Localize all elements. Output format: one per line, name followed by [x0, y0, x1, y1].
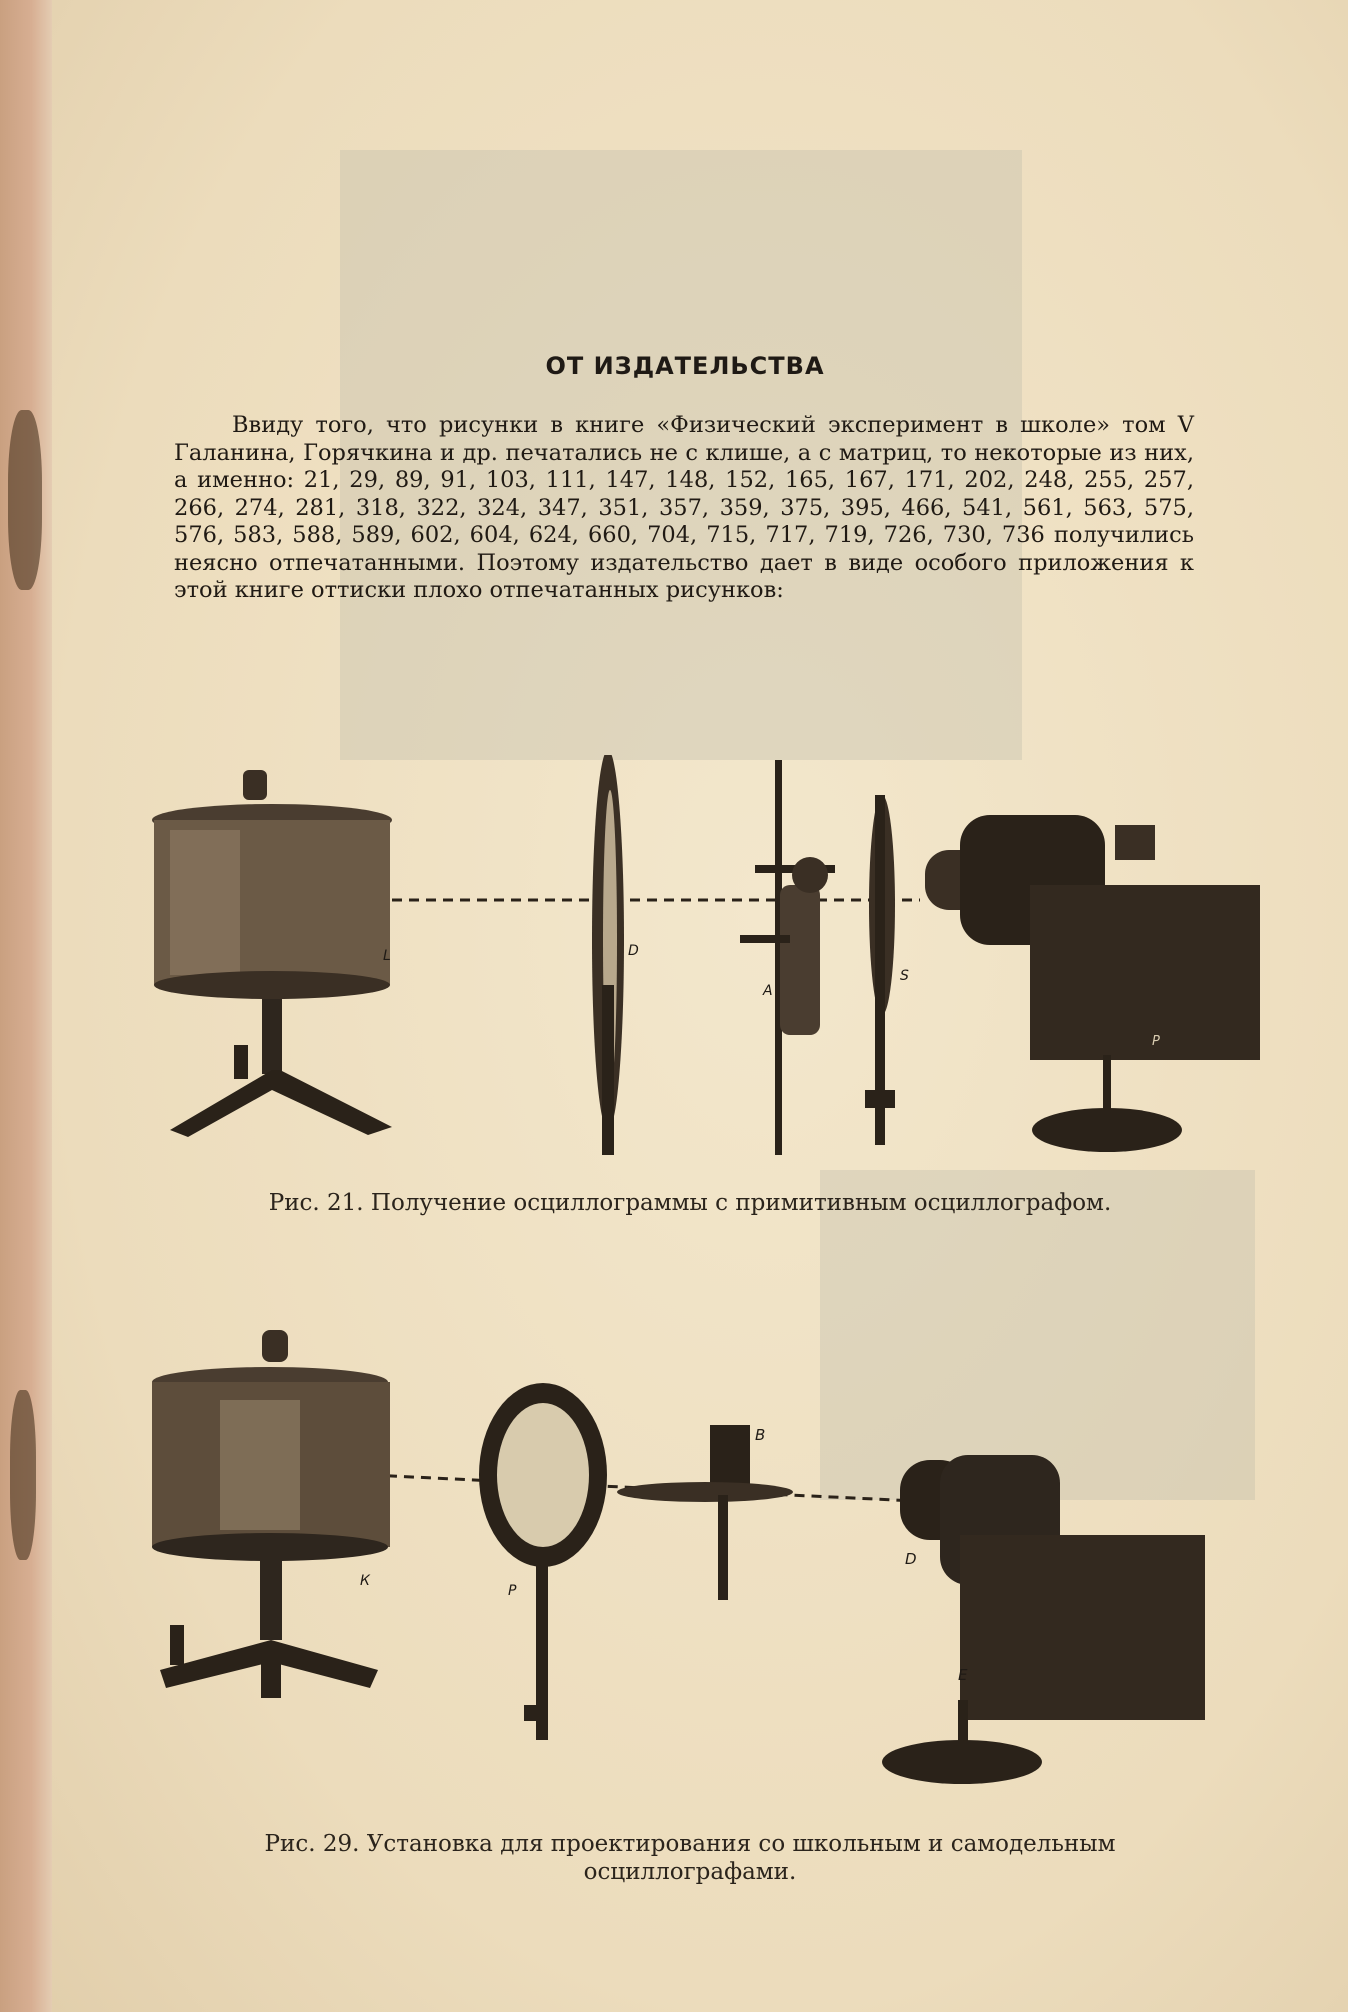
figure-21-caption: Рис. 21. Получение осциллограммы с примитивным осциллографом.: [268, 1190, 1112, 1216]
publisher-notice: Ввиду того, что рисунки в книге «Физический эксперимент в школе» том V Галанина, Горячкина и др. печатались не с клише, а с матриц, то некоторые из них, а именно: 21, 29, 89, 91, 103, 111, 147, 148, 152, 165, 167, 171, 202, 248, 255, 257, 266, 274, 281, 318, 322, 324, 347, 351, 357, 359, 375, 395, 466, 541, 561, 563, 575, 576, 583, 588, 589, 602, 604, 624, 660, 704, 715, 717, 719, 726, 730, 736 получились неясно отпечатанными. Поэтому издательство дает в виде особого приложения к этой книге оттиски плохо отпечатанных рисунков:: [174, 412, 1194, 603]
lens: [479, 1383, 607, 1740]
figure-29-illustration: [130, 1310, 1270, 1790]
projector: [925, 815, 1260, 1152]
figure-21-illustration: [130, 755, 1270, 1175]
stain-mark: [8, 410, 42, 590]
mirror-disk: [865, 795, 895, 1145]
label-lamp: L: [383, 948, 391, 964]
label-projector: P: [1152, 1034, 1160, 1049]
oscillograph-stand: [740, 760, 835, 1155]
binding-strip: [0, 0, 52, 2012]
figure-21: [130, 755, 1270, 1175]
figure-29: [130, 1310, 1270, 1790]
lamp-housing: [152, 770, 392, 1137]
label-screen: D: [628, 943, 639, 959]
label-projector: D: [905, 1550, 917, 1568]
projector: [882, 1455, 1205, 1784]
stain-mark: [10, 1390, 36, 1560]
figure-29-caption: Рис. 29. Установка для проектирования со школьным и самодельным осциллографами.: [264, 1831, 1116, 1885]
lamp-housing: [152, 1330, 390, 1698]
label-lamp: К: [360, 1573, 370, 1589]
screen-disk: [592, 755, 624, 1155]
page-title: ОТ ИЗДАТЕЛЬСТВА: [545, 352, 825, 380]
label-oscillograph: B: [755, 1426, 766, 1444]
small-oscillograph: [617, 1425, 793, 1600]
label-lens: P: [508, 1583, 517, 1599]
label-disk: S: [900, 968, 909, 984]
label-base: E: [958, 1666, 968, 1684]
label-stand: A: [763, 983, 773, 999]
